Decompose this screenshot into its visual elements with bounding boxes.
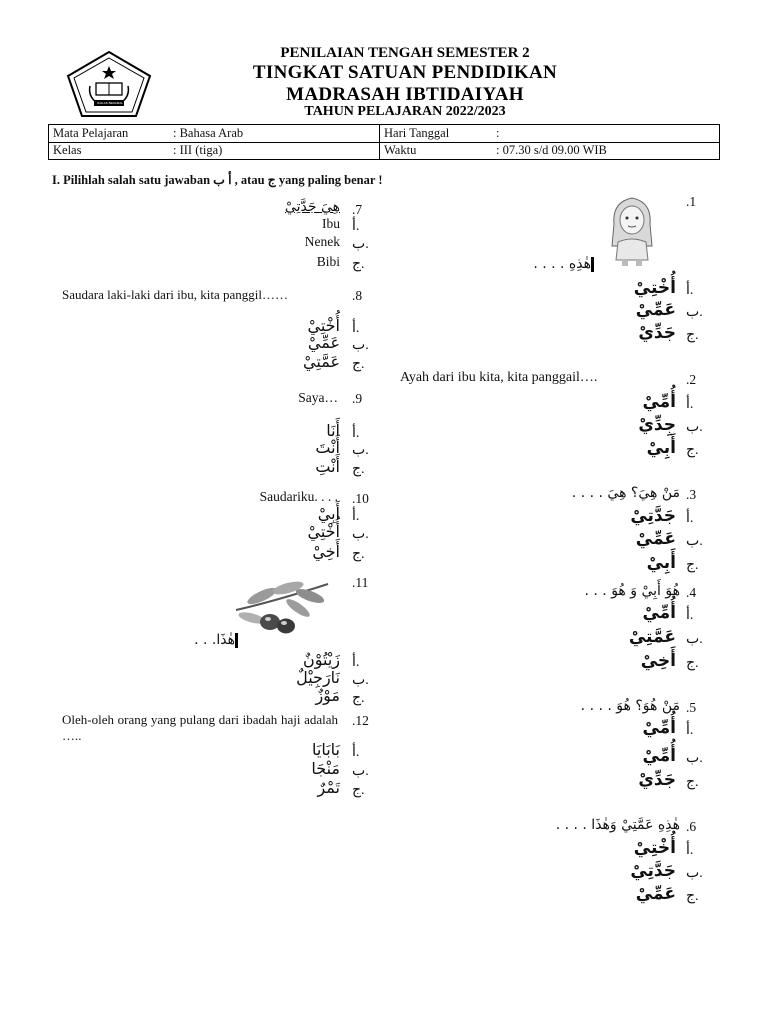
option-letter: ب. <box>352 237 369 252</box>
question-number-3: .3 <box>686 487 697 502</box>
question-number-5: .5 <box>686 700 697 715</box>
question-1-stem-text: هٰذِهِ . . . . <box>533 256 591 272</box>
question-5-stem: مَنْ هُوَ؟ هُوَ . . . . <box>580 698 680 714</box>
question-5-option-b[interactable]: أُمِّيْ <box>642 746 676 766</box>
option-letter: أ. <box>686 608 694 623</box>
question-number-6: .6 <box>686 819 697 834</box>
option-letter: أ. <box>352 745 360 760</box>
girl-illustration <box>606 194 658 268</box>
question-1-option-a[interactable]: أُخْتِيْ <box>633 278 676 298</box>
question-9-option-a[interactable]: أَنَا <box>326 421 340 440</box>
text-cursor <box>235 633 238 648</box>
question-number-2: .2 <box>686 372 697 387</box>
question-2-option-c[interactable]: أَبِيْ <box>646 438 676 458</box>
date-value: : <box>496 126 500 140</box>
question-4-option-b[interactable]: عَمَّتِيْ <box>628 627 676 647</box>
option-letter: ب. <box>352 338 369 353</box>
question-6-option-b[interactable]: جَدَّتِيْ <box>630 861 676 881</box>
question-9-option-c[interactable]: أَنْتِ <box>315 457 340 476</box>
question-11-option-c[interactable]: مَوْزٌ <box>315 686 340 705</box>
question-9-stem: Saya… <box>298 390 338 405</box>
question-number-12: .12 <box>352 713 369 728</box>
question-8-stem: Saudara laki-laki dari ibu, kita panggil…… <box>62 287 288 302</box>
option-letter: أ. <box>686 511 694 526</box>
exam-title: PENILAIAN TENGAH SEMESTER 2 <box>280 45 530 61</box>
info-table <box>48 124 720 160</box>
option-letter: أ. <box>352 321 360 336</box>
question-3-option-c[interactable]: أَبِيْ <box>646 553 676 573</box>
question-number-11: .11 <box>352 575 369 590</box>
option-letter: أ. <box>686 283 694 298</box>
option-letter: أ. <box>686 843 694 858</box>
question-3-stem: مَنْ هِيَ؟ هِيَ . . . . <box>571 485 680 501</box>
level-title: TINGKAT SATUAN PENDIDIKAN <box>252 62 558 83</box>
option-letter: أ. <box>352 509 360 524</box>
question-2-stem: Ayah dari ibu kita, kita panggail…. <box>400 370 598 385</box>
option-letter: ج. <box>352 257 365 272</box>
option-letter: ب. <box>352 443 369 458</box>
option-letter: ج. <box>352 462 365 477</box>
option-letter: أ. <box>352 426 360 441</box>
option-letter: ج. <box>352 547 365 562</box>
option-letter: ب. <box>686 534 703 549</box>
question-7-option-b[interactable]: Nenek <box>304 234 340 249</box>
question-12-option-c[interactable]: تَمْرٌ <box>317 778 340 797</box>
question-6-stem: هٰذِهِ عَمَّتِيْ وَهٰذَا . . . . <box>555 817 680 833</box>
question-11-stem <box>160 632 238 648</box>
question-4-option-a[interactable]: أُمِّيْ <box>642 603 676 623</box>
question-6-option-c[interactable]: عَمِّيْ <box>635 884 676 904</box>
option-letter: ج. <box>686 775 699 790</box>
option-letter: ج. <box>352 357 365 372</box>
question-1-option-c[interactable]: جَدِّيْ <box>638 323 676 343</box>
question-8-option-a[interactable]: أُخْتِيْ <box>307 316 340 335</box>
option-letter: ب. <box>686 305 703 320</box>
question-number-4: .4 <box>686 585 697 600</box>
option-letter: أ. <box>352 655 360 670</box>
time-value: : 07.30 s/d 09.00 WIB <box>496 143 607 157</box>
question-10-option-b[interactable]: أُخْتِيْ <box>307 522 340 541</box>
question-12-option-b[interactable]: مَنْجَا <box>311 759 340 778</box>
question-3-option-b[interactable]: عَمِّيْ <box>635 529 676 549</box>
instruction-text: I. Pilihlah salah satu jawaban أ ب , atau ج yang paling benar ! <box>52 173 383 187</box>
olive-branch-illustration <box>232 574 332 644</box>
question-1-option-b[interactable]: عَمِّيْ <box>635 300 676 320</box>
option-letter: ب. <box>686 866 703 881</box>
kemenag-emblem-icon <box>66 50 152 118</box>
question-number-9: .9 <box>352 391 363 406</box>
question-9-option-b[interactable]: أَنْتَ <box>315 438 340 457</box>
question-7-option-c[interactable]: Bibi <box>316 254 340 269</box>
logo-text: IKHLAS BERAMAL <box>97 101 123 105</box>
subject-label: Mata Pelajaran <box>53 126 129 140</box>
question-2-option-b[interactable]: جِدِّيْ <box>638 415 676 435</box>
option-letter: ب. <box>686 420 703 435</box>
option-letter: أ. <box>686 723 694 738</box>
question-10-option-c[interactable]: أَخِيْ <box>312 542 340 561</box>
question-7-option-a[interactable]: Ibu <box>322 216 340 231</box>
question-8-option-c[interactable]: عَمَّتِيْ <box>303 352 340 371</box>
time-label: Waktu <box>384 143 417 157</box>
question-5-option-a[interactable]: أُمِّيْ <box>642 718 676 738</box>
option-letter: ج. <box>686 889 699 904</box>
option-letter: ج. <box>352 691 365 706</box>
question-10-option-a[interactable]: أَبِيْ <box>317 504 340 523</box>
question-4-stem: هُوَ أَبِيْ وَ هُوَ . . . <box>584 583 680 599</box>
question-1-stem <box>500 256 594 272</box>
question-11-stem-text: هٰذَا. . . <box>194 632 235 648</box>
school-type-title: MADRASAH IBTIDAIYAH <box>286 84 524 105</box>
question-5-option-c[interactable]: جَدِّيْ <box>638 770 676 790</box>
option-letter: ب. <box>352 764 369 779</box>
question-6-option-a[interactable]: أُخْتِيْ <box>633 838 676 858</box>
question-11-option-b[interactable]: نَارَجِيْلٌ <box>296 668 340 687</box>
date-label: Hari Tanggal <box>384 126 450 140</box>
option-letter: ب. <box>686 632 703 647</box>
olive-branch-icon <box>232 574 332 644</box>
option-letter: ج. <box>686 328 699 343</box>
question-number-1: .1 <box>686 194 697 209</box>
option-letter: ج. <box>686 558 699 573</box>
class-value: : III (tiga) <box>173 143 223 157</box>
option-letter: ب. <box>352 527 369 542</box>
option-letter: أ. <box>352 219 360 234</box>
option-letter: أ. <box>686 397 694 412</box>
option-letter: ج. <box>352 783 365 798</box>
question-7-stem: هِيَ جَدَّتِيْ <box>284 199 340 215</box>
class-label: Kelas <box>53 143 82 157</box>
question-10-stem: Saudariku. . . . <box>259 489 338 504</box>
option-letter: ج. <box>686 443 699 458</box>
text-cursor <box>591 257 594 272</box>
kemenag-logo <box>66 50 152 118</box>
question-8-option-b[interactable]: عَمِّيْ <box>307 333 340 352</box>
question-2-option-a[interactable]: أُمِّيْ <box>642 392 676 412</box>
question-number-10: .10 <box>352 491 369 506</box>
question-number-7: .7 <box>352 202 363 217</box>
option-letter: ج. <box>686 656 699 671</box>
academic-year: TAHUN PELAJARAN 2022/2023 <box>304 104 506 119</box>
option-letter: ب. <box>352 673 369 688</box>
question-number-8: .8 <box>352 288 363 303</box>
question-11-option-a[interactable]: زَيْتُوْنٌ <box>302 650 340 669</box>
question-12-option-a[interactable]: بَابَايَا <box>312 740 340 759</box>
girl-figure-icon <box>606 194 658 268</box>
subject-value: : Bahasa Arab <box>173 126 244 140</box>
option-letter: ب. <box>686 751 703 766</box>
question-12-stem: Oleh-oleh orang yang pulang dari ibadah haji adalah ….. <box>62 712 338 743</box>
question-3-option-a[interactable]: جَدَّتِيْ <box>630 506 676 526</box>
question-4-option-c[interactable]: أَخِيْ <box>640 651 676 671</box>
